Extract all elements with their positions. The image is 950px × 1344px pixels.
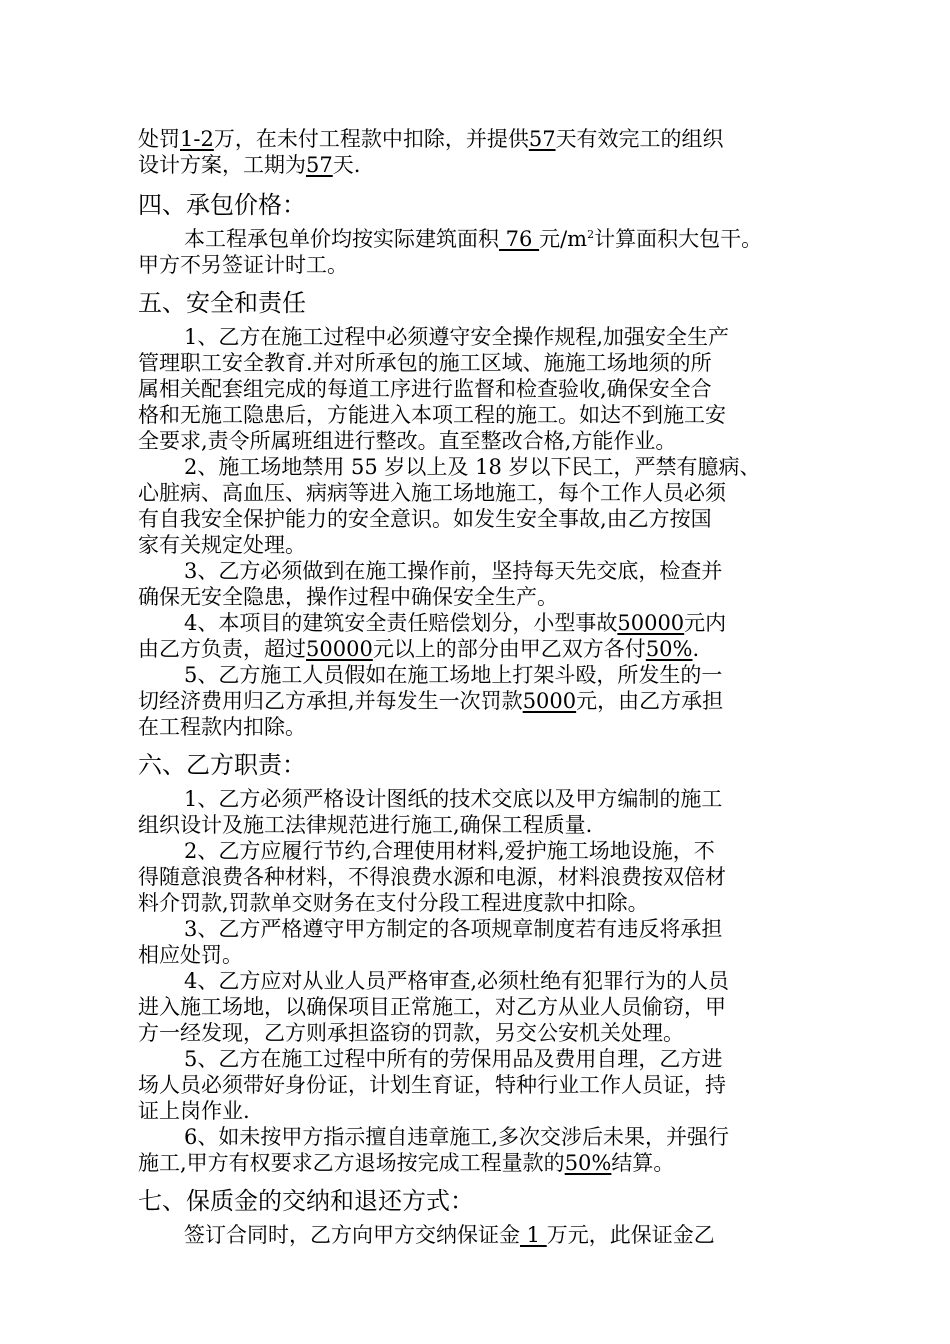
paragraph-line: 料介罚款,罚款单交财务在支付分段工程进度款中扣除。 (138, 891, 649, 915)
percent-value: 50% (564, 1151, 612, 1175)
section-heading-safety: 五、安全和责任 (138, 289, 306, 317)
paragraph-line: 有自我安全保护能力的安全意识。如发生安全事故,由乙方按国 (138, 507, 712, 531)
paragraph-line: 2、乙方应履行节约,合理使用材料,爱护施工场地设施，不 (184, 839, 715, 863)
paragraph-line: 管理职工安全教育.并对所承包的施工区域、施施工场地须的所 (138, 351, 712, 375)
percent-value: 50% (645, 637, 693, 661)
paragraph-line: 1、乙方必须严格设计图纸的技术交底以及甲方编制的施工 (184, 787, 723, 811)
paragraph-line: 2、施工场地禁用 55 岁以上及 18 岁以下民工，严禁有臆病、 (184, 455, 761, 479)
text: 万，在未付工程款中扣除，并提供 (213, 127, 529, 151)
text: 元以上的部分由甲乙双方各付 (372, 637, 646, 661)
paragraph-line (138, 688, 828, 714)
text: 施工,甲方有权要求乙方退场按完成工程量款的 (138, 1151, 565, 1175)
superscript: 2 (587, 228, 595, 241)
paragraph-line: 场人员必须带好身份证，计划生育证，特种行业工作人员证，持 (138, 1073, 726, 1097)
paragraph-line: 4、乙方应对从业人员严格审查,必须杜绝有犯罪行为的人员 (184, 969, 730, 993)
paragraph-line: 证上岗作业. (138, 1099, 250, 1123)
paragraph-line: 属相关配套组完成的每道工序进行监督和检查验收,确保安全合 (138, 377, 712, 401)
paragraph-line (138, 636, 828, 662)
text: 元，由乙方承担 (576, 689, 724, 713)
text: 万元，此保证金乙 (546, 1223, 715, 1247)
text: 设计方案，工期为 (138, 153, 306, 177)
contract-body (138, 126, 828, 1248)
paragraph-line (138, 152, 828, 178)
paragraph-line: 家有关规定处理。 (138, 533, 306, 557)
text: 本工程承包单价均按实际建筑面积 (184, 227, 499, 251)
paragraph-line: 甲方不另签证计时工。 (138, 253, 348, 277)
section-heading-duties: 六、乙方职责： (138, 751, 306, 779)
paragraph-line (138, 126, 828, 152)
unit-text: 元/m (539, 227, 588, 251)
text: 由乙方负责，超过 (138, 637, 306, 661)
paragraph-line: 3、乙方必须做到在施工操作前，坚持每天先交底，检查并 (184, 559, 723, 583)
days-value: 57 (528, 127, 556, 151)
text: 4、本项目的建筑安全责任赔偿划分，小型事故 (184, 611, 618, 635)
deposit-amount: 1 (520, 1223, 547, 1247)
paragraph-line: 确保无安全隐患，操作过程中确保安全生产。 (138, 585, 558, 609)
text: 切经济费用归乙方承担,并每发生一次罚款 (138, 689, 523, 713)
paragraph-line: 组织设计及施工法律规范进行施工,确保工程质量. (138, 813, 593, 837)
paragraph-line: 5、乙方在施工过程中所有的劳保用品及费用自理，乙方进 (184, 1047, 723, 1071)
paragraph-line: 在工程款内扣除。 (138, 715, 306, 739)
paragraph-line (138, 1222, 828, 1248)
text: 天有效完工的组织 (555, 127, 724, 151)
text: 天. (332, 153, 361, 177)
text: 计算面积大包干。 (594, 227, 763, 251)
amount-value: 50000 (617, 611, 685, 635)
paragraph-line: 相应处罚。 (138, 943, 243, 967)
paragraph-line: 5、乙方施工人员假如在施工场地上打架斗殴，所发生的一 (184, 663, 723, 687)
paragraph-line (138, 1150, 828, 1176)
text: 处罚 (138, 127, 180, 151)
text: 结算。 (611, 1151, 675, 1175)
paragraph-line: 1、乙方在施工过程中必须遵守安全操作规程,加强安全生产 (184, 325, 730, 349)
paragraph-line (138, 226, 828, 252)
paragraph-line: 心脏病、高血压、病病等进入施工场地施工，每个工作人员必须 (138, 481, 726, 505)
paragraph-line: 格和无施工隐患后，方能进入本项工程的施工。如达不到施工安 (138, 403, 726, 427)
section-heading-deposit: 七、保质金的交纳和退还方式： (138, 1187, 474, 1215)
fine-value: 5000 (522, 689, 577, 713)
paragraph-line: 得随意浪费各种材料，不得浪费水源和电源，材料浪费按双倍材 (138, 865, 726, 889)
text: . (692, 637, 700, 661)
paragraph-line (138, 610, 828, 636)
paragraph-line: 进入施工场地，以确保项目正常施工，对乙方从业人员偷窃，甲 (138, 995, 726, 1019)
text: 元内 (684, 611, 727, 635)
fine-amount: 1-2 (180, 127, 214, 151)
paragraph-line: 全要求,责令所属班组进行整改。直至整改合格,方能作业。 (138, 429, 677, 453)
paragraph-line: 3、乙方严格遵守甲方制定的各项规章制度若有违反将承担 (184, 917, 723, 941)
amount-value: 50000 (306, 637, 373, 661)
unit-price: 76 (499, 227, 540, 251)
duration-value: 57 (306, 153, 333, 177)
paragraph-line: 方一经发现，乙方则承担盗窃的罚款，另交公安机关处理。 (138, 1021, 684, 1045)
section-heading-price: 四、承包价格： (138, 191, 306, 219)
paragraph-line: 6、如未按甲方指示擅自违章施工,多次交涉后未果，并强行 (184, 1125, 730, 1149)
text: 签订合同时，乙方向甲方交纳保证金 (184, 1223, 520, 1247)
